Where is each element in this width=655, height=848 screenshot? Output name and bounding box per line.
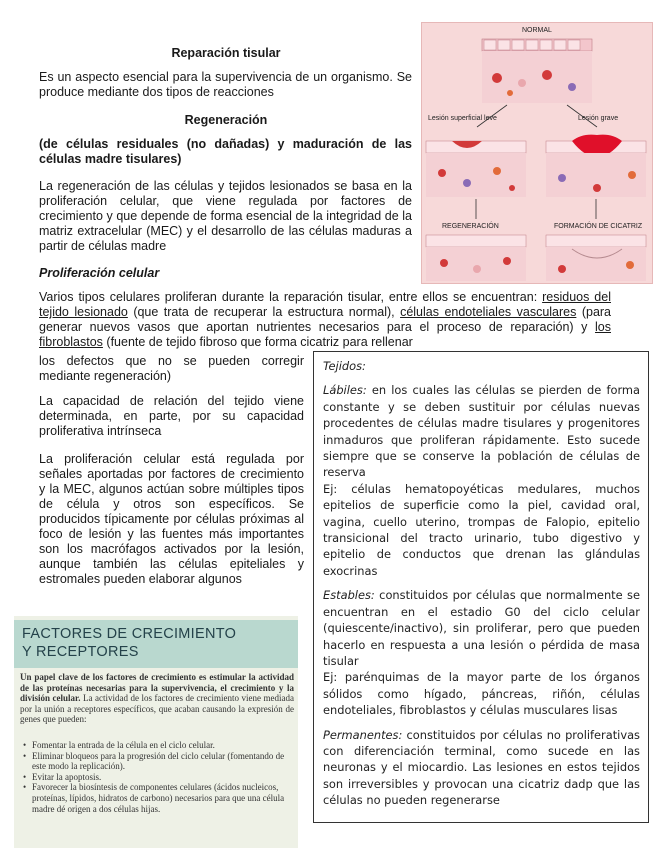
stable-label: Estables: xyxy=(323,588,375,603)
list-item: • Favorecer la biosíntesis de componentes celulares (ácidos nucleicos, proteínas, lípidos, hidratos de carbono) necesarios para que una célula madre dé origen a dos células hijas. xyxy=(32,782,294,814)
permanent-paragraph xyxy=(323,727,640,809)
labile-examples: Ej: células hematopoyéticas medulares, muchos epitelios de superficie como la piel, cavidad oral, vagina, cuello uterino, trompas de Falopio, epitelio transicional del tracto urinario, tubo digestivo y epitelio de conductos que drenan las glándulas exocrinas xyxy=(323,481,640,578)
growth-factors-list xyxy=(20,740,294,814)
list-item: • Eliminar bloqueos para la progresión del ciclo celular (fomentando de este modo la replicación). xyxy=(32,751,294,772)
capacity-paragraph: La capacidad de relación del tejido viene determinada, en parte, por su capacidad proliferativa intrínseca xyxy=(39,394,304,438)
list-item: • Evitar la apoptosis. xyxy=(32,772,294,783)
labile-text: en los cuales las células se pierden de forma constante y se deben sustituir por células nuevas procedentes de células madre tisulares y progenitores inmaduros que proliferan rápidamente. Esto sucede siempre que se conserve la población de células de reserva xyxy=(323,383,640,480)
figure-label-normal: NORMAL xyxy=(522,27,552,34)
growth-factors-panel xyxy=(14,616,298,848)
proliferation-paragraph-cont: los defectos que no se pueden corregir mediante regeneración) xyxy=(39,354,304,383)
permanent-text: constituidos por células no proliferativas con diferenciación terminal, como sucede en las neuronas y el miocardio. Las lesiones en estos tejidos son irreversibles y provocan una cicatriz dadp que las células no pueden regenerarse xyxy=(323,727,640,808)
proliferation-title: Proliferación celular xyxy=(39,266,160,280)
stable-paragraph xyxy=(323,587,640,669)
figure-label-regeneration: REGENERACIÓN xyxy=(442,223,499,230)
figure-label-severe: Lesión grave xyxy=(578,115,619,122)
growth-factors-intro-bold: Un papel clave de los factores de crecimiento es estimular la actividad de las proteínas necesarias para la supervivencia, el crecimiento y la división celular. xyxy=(20,672,294,704)
stable-text: constituidos por células que normalmente se encuentran en el estadio G0 del ciclo celular (quiescente/inactivo), sin proliferar, pero que pueden hacerlo en respuesta a una lesión o pérdida de masa tisular xyxy=(323,588,640,668)
tissue-types-box xyxy=(313,351,649,823)
growth-factors-intro xyxy=(20,672,294,725)
growth-factors-title-line1: FACTORES DE CRECIMIENTO xyxy=(22,626,237,642)
regeneration-paragraph: La regeneración de las células y tejidos lesionados se basa en la proliferación celular, que viene regulada por factores de crecimiento y que depende de forma esencial de la integridad de la matriz extracelular (MEC) y el desarrollo de las células maduras a partir de células madre xyxy=(39,179,412,253)
list-item: • Fomentar la entrada de la célula en el ciclo celular. xyxy=(32,740,294,751)
prolif-text-3: (para generar nuevos vasos que aportan nutrientes necesarios para el proceso de reparación) y xyxy=(39,305,612,334)
tissues-heading: Tejidos: xyxy=(323,359,366,373)
tissue-repair-illustration xyxy=(422,23,652,283)
regeneration-title: Regeneración xyxy=(184,113,268,127)
intro-paragraph: Es un aspecto esencial para la supervivencia de un organismo. Se produce mediante dos tipos de reacciones xyxy=(39,70,412,99)
permanent-label: Permanentes: xyxy=(323,727,403,742)
prolif-text-2: (que trata de recuperar la estructura normal), xyxy=(127,305,401,319)
regulation-paragraph: La proliferación celular está regulada por señales aportadas por factores de crecimiento y la MEC, algunos actúan sobre múltiples tipos de célula y otros son específicos. Se producidos típicamente por células próximas al foco de lesión y las fuentes más importantes son los macrófagos activados por la lesión, aunque también las células epiteliales y estromales pueden elaborar algunos xyxy=(39,452,304,586)
prolif-link-residues: residuos del tejido lesionado xyxy=(39,290,611,319)
labile-paragraph xyxy=(323,382,640,480)
proliferation-paragraph xyxy=(39,290,611,350)
growth-factors-intro-rest: La actividad de los factores de crecimiento viene mediada por la unión a receptores específicos, que acaban causando la expresión de genes que pueden: xyxy=(20,693,294,725)
growth-factors-header xyxy=(14,620,298,668)
stable-examples: Ej: parénquimas de la mayor parte de los órganos sólidos como hígado, páncreas, riñón, células endoteliales, fibroblastos y células musculares lisas xyxy=(323,670,640,718)
repair-title: Reparación tisular xyxy=(171,46,281,60)
labile-label: Lábiles: xyxy=(323,383,367,398)
figure-label-mild: Lesión superficial leve xyxy=(428,115,497,122)
prolif-link-fibroblasts: los fibroblastos xyxy=(39,320,611,349)
figure-label-scar: FORMACIÓN DE CICATRIZ xyxy=(554,223,643,230)
prolif-text-4: (fuente de tejido fibroso que forma cicatriz para rellenar xyxy=(102,335,413,349)
prolif-text-1: Varios tipos celulares proliferan durante la reparación tisular, entre ellos se encuentran: xyxy=(39,290,543,304)
tissue-repair-figure xyxy=(421,22,653,284)
growth-factors-title-line2: Y RECEPTORES xyxy=(22,644,139,660)
prolif-link-endothelial: células endoteliales vasculares xyxy=(400,305,577,319)
regeneration-subtitle: (de células residuales (no dañadas) y maduración de las células madre tisulares) xyxy=(39,137,412,166)
